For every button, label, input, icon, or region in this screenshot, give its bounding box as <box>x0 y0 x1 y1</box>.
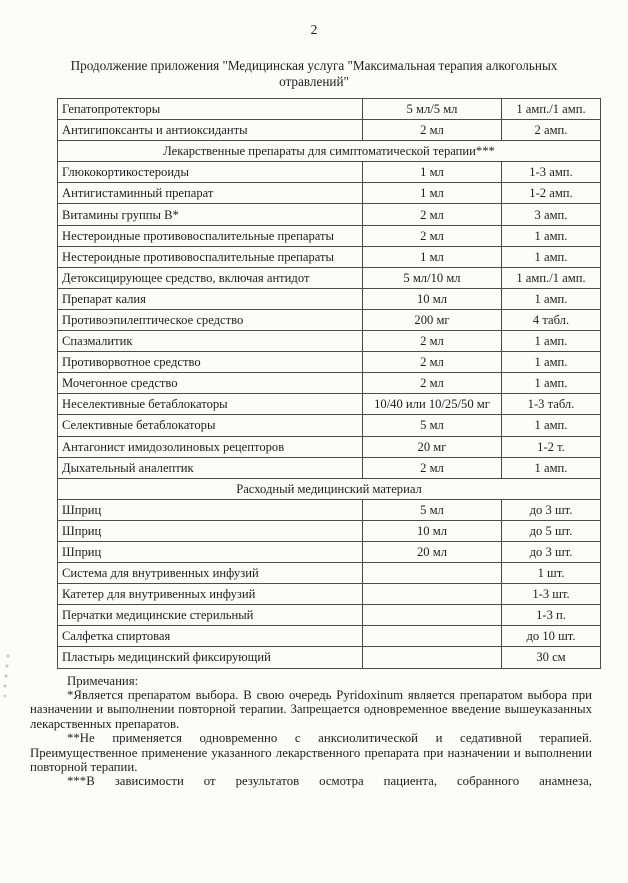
item-dose-cell <box>363 563 502 584</box>
item-name-cell: Неселективные бетаблокаторы <box>58 394 363 415</box>
item-dose-cell: 1 мл <box>363 246 502 267</box>
item-name-cell: Система для внутривенных инфузий <box>58 563 363 584</box>
table-row <box>58 309 601 330</box>
medication-table-body <box>58 99 601 669</box>
table-row <box>58 204 601 225</box>
item-dose-cell: 2 мл <box>363 120 502 141</box>
item-qty-cell: 1 амп. <box>502 225 601 246</box>
table-section-row <box>58 141 601 162</box>
item-qty-cell: 1-2 амп. <box>502 183 601 204</box>
table-row <box>58 246 601 267</box>
item-name-cell: Шприц <box>58 541 363 562</box>
item-dose-cell: 1 мл <box>363 162 502 183</box>
item-name-cell: Пластырь медицинский фиксирующий <box>58 647 363 668</box>
table-row <box>58 436 601 457</box>
item-dose-cell: 2 мл <box>363 373 502 394</box>
item-dose-cell: 5 мл <box>363 499 502 520</box>
table-row <box>58 541 601 562</box>
item-dose-cell: 2 мл <box>363 352 502 373</box>
table-row <box>58 120 601 141</box>
table-section-row <box>58 478 601 499</box>
item-qty-cell: 1 амп. <box>502 457 601 478</box>
item-name-cell: Противоэпилептическое средство <box>58 309 363 330</box>
table-row <box>58 520 601 541</box>
item-qty-cell: 1 амп./1 амп. <box>502 99 601 120</box>
item-qty-cell: до 3 шт. <box>502 499 601 520</box>
item-dose-cell: 1 мл <box>363 183 502 204</box>
table-row <box>58 584 601 605</box>
table-row <box>58 331 601 352</box>
table-row <box>58 162 601 183</box>
section-label: Расходный медицинский материал <box>58 478 601 499</box>
item-qty-cell: 1 шт. <box>502 563 601 584</box>
item-qty-cell: 2 амп. <box>502 120 601 141</box>
item-qty-cell: 1 амп. <box>502 352 601 373</box>
item-name-cell: Противорвотное средство <box>58 352 363 373</box>
item-dose-cell <box>363 647 502 668</box>
item-name-cell: Антигипоксанты и антиоксиданты <box>58 120 363 141</box>
item-qty-cell: 1 амп. <box>502 415 601 436</box>
item-dose-cell: 5 мл <box>363 415 502 436</box>
table-row <box>58 373 601 394</box>
item-name-cell: Селективные бетаблокаторы <box>58 415 363 436</box>
item-name-cell: Дыхательный аналептик <box>58 457 363 478</box>
item-name-cell: Перчатки медицинские стерильный <box>58 605 363 626</box>
item-name-cell: Нестероидные противовоспалительные препараты <box>58 246 363 267</box>
scan-artifact <box>3 652 11 700</box>
item-name-cell: Гепатопротекторы <box>58 99 363 120</box>
notes-section <box>30 674 592 789</box>
item-dose-cell <box>363 626 502 647</box>
note-double-asterisk: **Не применяется одновременно с анксиолитической и седативной терапией. Преимущественное применение указанного лекарственного препарата при назначении и выполнении повторной терапии. <box>30 731 592 774</box>
table-row <box>58 499 601 520</box>
table-row <box>58 394 601 415</box>
item-dose-cell: 2 мл <box>363 225 502 246</box>
item-name-cell: Витамины группы В* <box>58 204 363 225</box>
table-row <box>58 288 601 309</box>
item-name-cell: Детоксицирующее средство, включая антидот <box>58 267 363 288</box>
item-qty-cell: 1-3 табл. <box>502 394 601 415</box>
item-qty-cell: 1 амп. <box>502 331 601 352</box>
item-qty-cell: 1-2 т. <box>502 436 601 457</box>
item-dose-cell: 2 мл <box>363 331 502 352</box>
medication-table <box>57 98 601 669</box>
item-dose-cell: 5 мл/10 мл <box>363 267 502 288</box>
item-qty-cell: 1-3 шт. <box>502 584 601 605</box>
table-row <box>58 267 601 288</box>
item-qty-cell: 1 амп. <box>502 373 601 394</box>
item-name-cell: Салфетка спиртовая <box>58 626 363 647</box>
table-row <box>58 457 601 478</box>
item-qty-cell: 30 см <box>502 647 601 668</box>
table-row <box>58 626 601 647</box>
table-row <box>58 415 601 436</box>
notes-heading: Примечания: <box>67 673 139 688</box>
item-qty-cell: 3 амп. <box>502 204 601 225</box>
item-dose-cell: 20 мг <box>363 436 502 457</box>
note-triple-asterisk: ***В зависимости от результатов осмотра пациента, собранного анамнеза, <box>67 774 592 789</box>
item-dose-cell: 10/40 или 10/25/50 мг <box>363 394 502 415</box>
item-qty-cell: 1 амп. <box>502 246 601 267</box>
table-row <box>58 647 601 668</box>
item-qty-cell: до 10 шт. <box>502 626 601 647</box>
item-dose-cell: 20 мл <box>363 541 502 562</box>
item-qty-cell: 4 табл. <box>502 309 601 330</box>
item-qty-cell: 1-3 амп. <box>502 162 601 183</box>
item-qty-cell: 1 амп./1 амп. <box>502 267 601 288</box>
item-dose-cell: 10 мл <box>363 520 502 541</box>
item-dose-cell <box>363 605 502 626</box>
page-number: 2 <box>310 22 318 37</box>
item-name-cell: Мочегонное средство <box>58 373 363 394</box>
item-name-cell: Глюкокортикостероиды <box>58 162 363 183</box>
item-name-cell: Шприц <box>58 520 363 541</box>
table-row <box>58 563 601 584</box>
table-row <box>58 99 601 120</box>
item-dose-cell: 200 мг <box>363 309 502 330</box>
item-dose-cell: 10 мл <box>363 288 502 309</box>
table-row <box>58 225 601 246</box>
item-qty-cell: 1 амп. <box>502 288 601 309</box>
item-qty-cell: до 5 шт. <box>502 520 601 541</box>
item-qty-cell: 1-3 п. <box>502 605 601 626</box>
item-dose-cell: 2 мл <box>363 457 502 478</box>
item-dose-cell: 2 мл <box>363 204 502 225</box>
item-qty-cell: до 3 шт. <box>502 541 601 562</box>
note-single-asterisk: *Является препаратом выбора. В свою очередь Pyridoxinum является препаратом выбора при назначении и выполнении повторной терапии. Запрещается одновременное введение вышеуказанных лекарственных препаратов. <box>30 687 592 731</box>
table-row <box>58 183 601 204</box>
table-row <box>58 605 601 626</box>
section-label: Лекарственные препараты для симптоматической терапии*** <box>58 141 601 162</box>
item-dose-cell: 5 мл/5 мл <box>363 99 502 120</box>
item-name-cell: Антагонист имидозолиновых рецепторов <box>58 436 363 457</box>
item-name-cell: Нестероидные противовоспалительные препараты <box>58 225 363 246</box>
item-name-cell: Антигистаминный препарат <box>58 183 363 204</box>
item-name-cell: Катетер для внутривенных инфузий <box>58 584 363 605</box>
item-name-cell: Спазмалитик <box>58 331 363 352</box>
item-name-cell: Шприц <box>58 499 363 520</box>
document-title: Продолжение приложения "Медицинская услуга "Максимальная терапия алкогольных отравлений" <box>70 58 558 89</box>
item-name-cell: Препарат калия <box>58 288 363 309</box>
item-dose-cell <box>363 584 502 605</box>
table-row <box>58 352 601 373</box>
